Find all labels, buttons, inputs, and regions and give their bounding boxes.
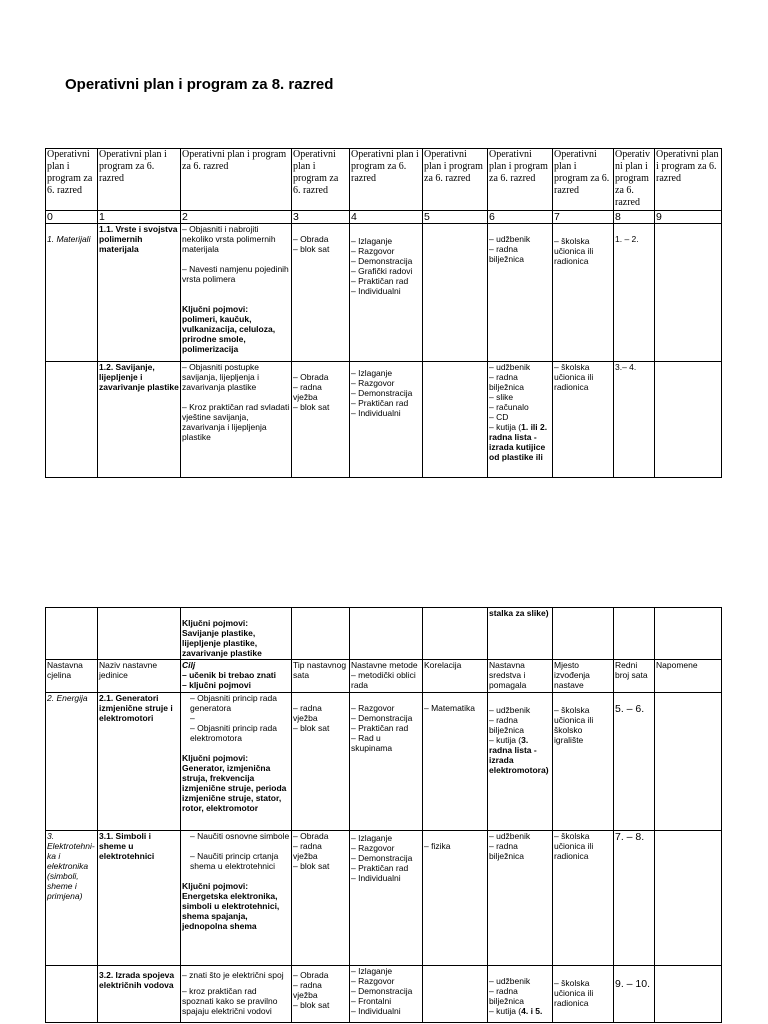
cilj-text: – Objasniti princip rada elektromotora: [190, 723, 277, 743]
list-item: – Demonstracija: [351, 256, 413, 266]
list-item: – Demonstracija: [351, 713, 413, 723]
list-item: – Obrada: [293, 970, 329, 980]
header-cell: Redni broj sata: [614, 660, 655, 693]
list-item: – blok sat: [293, 1000, 330, 1010]
kljucni-pojmovi-label: Ključni pojmovi:: [182, 618, 249, 628]
table-row: [46, 831, 722, 966]
kutija-text: – kutija (: [489, 1006, 522, 1016]
jedinica-cell: 2.1. Generatori izmjenične struje i elektromotori: [98, 693, 181, 831]
number-cell: 4: [350, 211, 423, 224]
sati-cell: [614, 608, 655, 660]
metode-cell: [350, 693, 423, 831]
jedinica-cell: 3.1. Simboli i sheme u elektrotehnici: [98, 831, 181, 966]
header-row: [46, 149, 722, 211]
table-row: [46, 693, 722, 831]
cilj-header: Cilj: [182, 660, 196, 670]
tip-cell: [292, 966, 350, 1023]
napomene-cell: [655, 693, 722, 831]
cilj-text: – Objasniti princip rada generatora: [190, 693, 277, 713]
number-cell: 1: [98, 211, 181, 224]
kutija-text: ): [545, 765, 549, 775]
cjelina-cell: 1. Materijali: [46, 224, 98, 362]
header-cell: Nastavna sredstva i pomagala: [488, 660, 553, 693]
tip-cell: [292, 362, 350, 478]
list-item: [489, 735, 551, 775]
jedinica-cell: 1.1. Vrste i svojstva polimernih materijala: [98, 224, 181, 362]
list-item: – Razgovor: [351, 246, 395, 256]
list-item: – udžbenik: [489, 234, 531, 244]
number-cell: 9: [655, 211, 722, 224]
header-cell: Operativni plan i program za 6. razred: [423, 149, 488, 211]
list-item: – Praktičan rad: [351, 723, 409, 733]
metode-cell: [350, 966, 423, 1023]
cjelina-cell: 3. Elektrotehni-ka i elektronika (simboli, sheme i primjena): [46, 831, 98, 966]
header-cell: Operativni plan i program za 6. razred: [655, 149, 722, 211]
cjelina-cell: [46, 362, 98, 478]
header-cell: Tip nastavnog sata: [292, 660, 350, 693]
number-cell: 0: [46, 211, 98, 224]
list-item: – Obrada: [293, 372, 329, 382]
kljucni-pojmovi-label: Ključni pojmovi:: [182, 753, 249, 763]
napomene-cell: [655, 224, 722, 362]
tip-cell: [292, 608, 350, 660]
list-item: – udžbenik: [489, 831, 531, 841]
korelacija-cell: – Matematika: [423, 693, 488, 831]
korelacija-cell: – fizika: [423, 831, 488, 966]
list-item: – udžbenik: [489, 362, 531, 372]
radna-lista-number: 4. i 5.: [521, 1006, 543, 1016]
list-item: – računalo: [489, 402, 529, 412]
radna-lista-number: 1. ili 2.: [521, 422, 548, 432]
list-item: – Razgovor: [351, 843, 395, 853]
sati-cell: 5. – 6.: [614, 693, 655, 831]
cilj-cell: [181, 362, 292, 478]
kljucni-pojmovi-text: Savijanje plastike, lijepljenje plastike, zavarivanje plastike: [182, 628, 262, 658]
korelacija-cell: [423, 608, 488, 660]
plan-table-1: [45, 148, 722, 478]
kljucni-pojmovi-text: Generator, izmjenična struja, frekvencija izmjenične struje, perioda izmjenične struje, stator, rotor, elektromotor: [182, 763, 287, 813]
list-item: – blok sat: [293, 723, 330, 733]
sredstva-cell: [488, 362, 553, 478]
list-item: – blok sat: [293, 402, 330, 412]
list-item: – Praktičan rad: [351, 276, 409, 286]
cilj-text: – Objasniti i nabrojiti nekoliko vrsta polimernih materijala: [182, 224, 276, 254]
list-item: – Frontalni: [351, 996, 392, 1006]
list-item: – Razgovor: [351, 378, 395, 388]
mjesto-cell: – školska učionica ili radionica: [553, 966, 614, 1023]
list-item: – radna bilježnica: [489, 372, 524, 392]
metode-cell: [350, 224, 423, 362]
header-row: [46, 660, 722, 693]
list-item: – Izlaganje: [351, 966, 393, 976]
list-item: – Razgovor: [351, 703, 395, 713]
number-cell: 3: [292, 211, 350, 224]
header-cell: Operativni plan i program za 6. razred: [488, 149, 553, 211]
cilj-cell: [181, 693, 292, 831]
header-cell: [181, 660, 292, 693]
napomene-cell: [655, 831, 722, 966]
header-cell: Nastavne metode – metodički oblici rada: [350, 660, 423, 693]
tip-cell: [292, 224, 350, 362]
list-item: [489, 422, 551, 462]
cilj-text: – Kroz praktičan rad svladati vještine savijanja, zavarivanja i lijepljenja plastike: [182, 402, 290, 442]
korelacija-cell: [423, 224, 488, 362]
radna-lista-number: 3. radna lista - izrada elektromotora: [489, 735, 546, 775]
cilj-text: – Naučiti osnovne simbole: [190, 831, 290, 841]
metode-cell: [350, 831, 423, 966]
header-cell: Operativni plan i program za 6. razred: [46, 149, 98, 211]
number-cell: 8: [614, 211, 655, 224]
list-item: – radna vježba: [293, 980, 322, 1000]
list-item: – Demonstracija: [351, 986, 413, 996]
number-cell: 7: [553, 211, 614, 224]
header-cell: Mjesto izvođenja nastave: [553, 660, 614, 693]
cilj-text: – znati što je električni spoj: [182, 970, 284, 980]
sati-cell: 9. – 10.: [614, 966, 655, 1023]
kutija-text: – kutija (: [489, 422, 522, 432]
korelacija-cell: [423, 362, 488, 478]
list-item: – radna bilježnica: [489, 244, 524, 264]
cilj-cell: [181, 966, 292, 1023]
header-cell: Operativni plan i program za 6. razred: [98, 149, 181, 211]
table-row: [46, 966, 722, 1023]
jedinica-cell: [98, 608, 181, 660]
header-cell: Korelacija: [423, 660, 488, 693]
sati-cell: 1. – 2.: [614, 224, 655, 362]
header-cell: Naziv nastavne jedinice: [98, 660, 181, 693]
cilj-cell: [181, 831, 292, 966]
header-cell: Operativni plan i program za 6. razred: [553, 149, 614, 211]
list-item: – Grafički radovi: [351, 266, 413, 276]
table-row: [46, 224, 722, 362]
header-cell: Operativni plan i program za 6. razred: [614, 149, 655, 211]
list-item: – Individualni: [351, 408, 401, 418]
list-item: – Rad u skupinama: [351, 733, 393, 753]
napomene-cell: [655, 608, 722, 660]
header-cell: Operativni plan i program za 6. razred: [181, 149, 292, 211]
list-item: – radna vježba: [293, 703, 322, 723]
cilj-text: –: [190, 713, 195, 723]
cjelina-cell: 2. Energija: [46, 693, 98, 831]
plan-table-2: [45, 607, 722, 1023]
header-cell: Operativni plan i program za 6. razred: [350, 149, 423, 211]
mjesto-cell: [553, 608, 614, 660]
list-item: – Izlaganje: [351, 368, 393, 378]
list-item: – CD: [489, 412, 509, 422]
sredstva-cell: [488, 693, 553, 831]
list-item: – radna vježba: [293, 382, 322, 402]
list-item: – Individualni: [351, 873, 401, 883]
metode-cell: [350, 608, 423, 660]
sredstva-cell: [488, 966, 553, 1023]
page-title: Operativni plan i program za 8. razred: [65, 76, 334, 93]
list-item: – blok sat: [293, 861, 330, 871]
kutija-text: radna lista - izrada kutijice od plastike ili: [489, 432, 546, 462]
jedinica-cell: 1.2. Savijanje, lijepljenje i zavarivanje plastike: [98, 362, 181, 478]
kutija-text: – kutija (: [489, 735, 522, 745]
list-item: – Obrada: [293, 831, 329, 841]
sredstva-cell: [488, 831, 553, 966]
list-item: – blok sat: [293, 244, 330, 254]
list-item: – radna bilježnica: [489, 715, 524, 735]
cilj-header: – ključni pojmovi: [182, 680, 251, 690]
list-item: – Praktičan rad: [351, 398, 409, 408]
cilj-text: – Navesti namjenu pojedinih vrsta polimera: [182, 264, 289, 284]
mjesto-cell: – školska učionica ili školsko igralište: [553, 693, 614, 831]
tip-cell: [292, 831, 350, 966]
number-cell: 2: [181, 211, 292, 224]
list-item: – radna bilježnica: [489, 841, 524, 861]
cilj-text: – kroz praktičan rad spoznati kako se pravilno spajaju električni vodovi: [182, 986, 278, 1016]
list-item: – slike: [489, 392, 514, 402]
sati-cell: 3.– 4.: [614, 362, 655, 478]
kljucni-pojmovi-label: Ključni pojmovi:: [182, 881, 249, 891]
list-item: – Demonstracija: [351, 388, 413, 398]
cilj-cell: [181, 224, 292, 362]
metode-cell: [350, 362, 423, 478]
tip-cell: [292, 693, 350, 831]
header-cell: Operativni plan i program za 6. razred: [292, 149, 350, 211]
table-row: [46, 362, 722, 478]
sredstva-cell: [488, 224, 553, 362]
jedinica-cell: 3.2. Izrada spojeva električnih vodova: [98, 966, 181, 1023]
sredstva-cell: stalka za slike): [488, 608, 553, 660]
number-cell: 5: [423, 211, 488, 224]
napomene-cell: [655, 966, 722, 1023]
cilj-cell: [181, 608, 292, 660]
list-item: – Demonstracija: [351, 853, 413, 863]
list-item: [489, 1006, 551, 1016]
number-row: [46, 211, 722, 224]
header-cell: Nastavna cjelina: [46, 660, 98, 693]
list-item: – Individualni: [351, 286, 401, 296]
kljucni-pojmovi-text: polimeri, kaučuk, vulkanizacija, celuloza, prirodne smole, polimerizacija: [182, 314, 276, 354]
list-item: – Razgovor: [351, 976, 395, 986]
list-item: – udžbenik: [489, 976, 531, 986]
cilj-header: – učenik bi trebao znati: [182, 670, 276, 680]
kljucni-pojmovi-text: Energetska elektronika, simboli u elektrotehnici, shema spajanja, jednopolna shema: [182, 891, 280, 931]
list-item: – Obrada: [293, 234, 329, 244]
cjelina-cell: [46, 608, 98, 660]
cjelina-cell: [46, 966, 98, 1023]
list-item: – Izlaganje: [351, 236, 393, 246]
cilj-text: – Naučiti princip crtanja shema u elektrotehnici: [190, 851, 279, 871]
mjesto-cell: – školska učionica ili radionica: [553, 224, 614, 362]
list-item: – radna vježba: [293, 841, 322, 861]
list-item: – Izlaganje: [351, 833, 393, 843]
cilj-text: – Objasniti postupke savijanja, lijepljenja i zavarivanja plastike: [182, 362, 260, 392]
napomene-cell: [655, 362, 722, 478]
list-item: – Individualni: [351, 1006, 401, 1016]
korelacija-cell: [423, 966, 488, 1023]
list-item: – udžbenik: [489, 705, 531, 715]
mjesto-cell: – školska učionica ili radionica: [553, 831, 614, 966]
list-item: – radna bilježnica: [489, 986, 524, 1006]
number-cell: 6: [488, 211, 553, 224]
table-row: [46, 608, 722, 660]
kljucni-pojmovi-label: Ključni pojmovi:: [182, 304, 249, 314]
sati-cell: 7. – 8.: [614, 831, 655, 966]
header-cell: Napomene: [655, 660, 722, 693]
mjesto-cell: – školska učionica ili radionica: [553, 362, 614, 478]
list-item: – Praktičan rad: [351, 863, 409, 873]
